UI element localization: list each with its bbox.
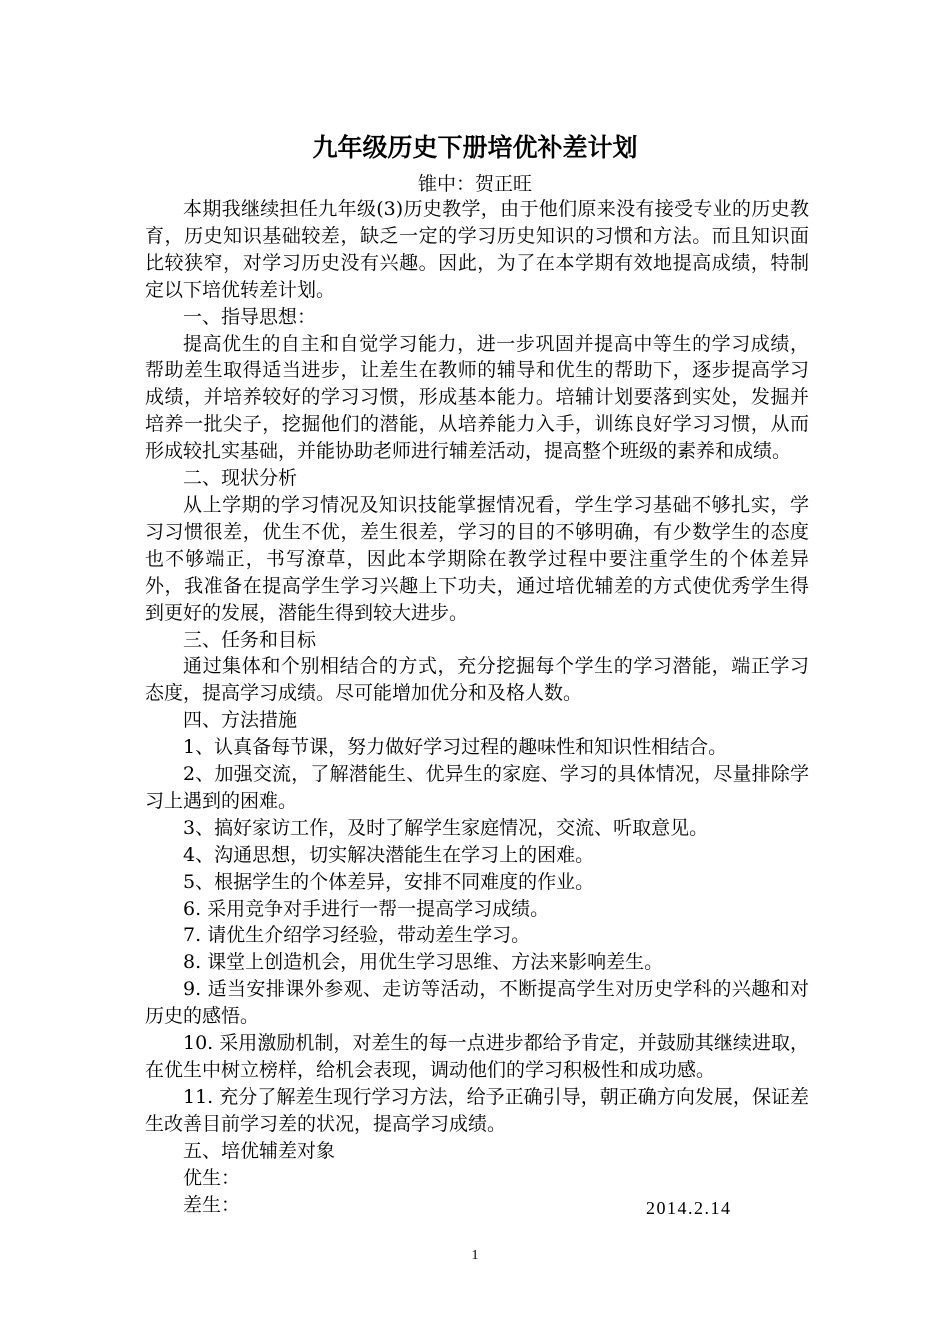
method-item-11: 11. 充分了解差生现行学习方法，给予正确引导，朝正确方向发展，保证差生改善目前学习差的状况，提高学习成绩。 — [145, 1085, 809, 1135]
method-item-6: 6. 采用竞争对手进行一帮一提高学习成绩。 — [183, 897, 550, 920]
paragraph-guiding-ideas: 提高优生的自主和自觉学习能力，进一步巩固并提高中等生的学习成绩，帮助差生取得适当进步，让差生在教师的辅导和优生的帮助下，逐步提高学习成绩，并培养较好的学习习惯，形成基本能力。培辅计划要落到实处，发掘并培养一批尖子，挖掘他们的潜能，从培养能力入手，训练良好学习习惯，从而形成较扎实基础，并能协助老师进行辅差活动，提高整个班级的素养和成绩。 — [145, 332, 809, 463]
method-item-7: 7. 请优生介绍学习经验，带动差生学习。 — [183, 924, 531, 947]
document-title: 九年级历史下册培优补差计划 — [312, 133, 638, 162]
section-heading-tasks-goals: 三、任务和目标 — [183, 628, 317, 651]
section-heading-guiding-ideas: 一、指导思想： — [183, 305, 317, 328]
top-students-label: 优生： — [183, 1166, 241, 1189]
paragraph-status-analysis: 从上学期的学习情况及知识技能掌握情况看，学生学习基础不够扎实，学习习惯很差，优生不优，差生很差，学习的目的不够明确，有少数学生的态度也不够端正，书写潦草，因此本学期除在教学过程中要注重学生的个体差异外，我准备在提高学生学习兴趣上下功夫，通过培优辅差的方式使优秀学生得到更好的发展，潜能生得到较大进步。 — [145, 493, 809, 624]
section-heading-methods: 四、方法措施 — [183, 709, 298, 732]
method-item-5: 5、根据学生的个体差异，安排不同难度的作业。 — [183, 870, 595, 893]
method-item-9: 9. 适当安排课外参观、走访等活动，不断提高学生对历史学科的兴趣和对历史的感悟。 — [145, 978, 809, 1028]
section-heading-status-analysis: 二、现状分析 — [183, 467, 298, 490]
author-line: 锥中：贺正旺 — [417, 173, 532, 195]
paragraph-intro: 本期我继续担任九年级(3)历史教学，由于他们原来没有接受专业的历史教育，历史知识基础较差，缺乏一定的学习历史知识的习惯和方法。而且知识面比较狭窄，对学习历史没有兴趣。因此，为了在本学期有效地提高成绩，特制定以下培优转差计划。 — [145, 198, 809, 301]
method-item-8: 8. 课堂上创造机会，用优生学习思维、方法来影响差生。 — [183, 951, 664, 974]
method-item-10: 10. 采用激励机制，对差生的每一点进步都给予肯定，并鼓励其继续进取，在优生中树立榜样，给机会表现，调动他们的学习积极性和成功感。 — [145, 1032, 809, 1081]
weak-students-label: 差生： — [183, 1193, 241, 1216]
paragraph-tasks-goals: 通过集体和个别相结合的方式，充分挖掘每个学生的学习潜能，端正学习态度，提高学习成绩。尽可能增加优分和及格人数。 — [145, 655, 809, 705]
document-date: 2014.2.14 — [646, 1198, 732, 1218]
method-item-3: 3、搞好家访工作，及时了解学生家庭情况，交流、听取意见。 — [183, 816, 709, 839]
document-body — [145, 196, 809, 1218]
method-item-1: 1、认真备每节课，努力做好学习过程的趣味性和知识性相结合。 — [183, 736, 728, 759]
method-item-4: 4、沟通思想，切实解决潜能生在学习上的困难。 — [183, 843, 595, 866]
page-number: 1 — [471, 1248, 479, 1263]
method-item-2: 2、加强交流，了解潜能生、优异生的家庭、学习的具体情况，尽量排除学习上遇到的困难。 — [145, 763, 809, 812]
section-heading-targets: 五、培优辅差对象 — [183, 1139, 336, 1162]
